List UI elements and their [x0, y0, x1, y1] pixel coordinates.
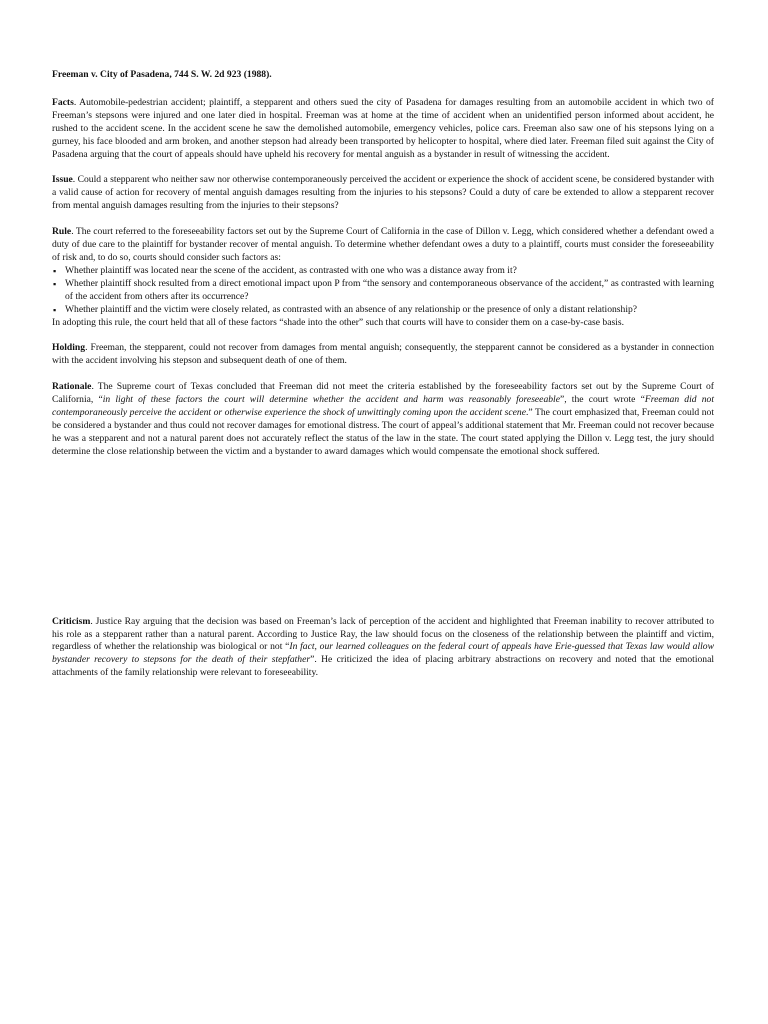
rationale-quote: Freeman did not contemporaneously perceive the accident or otherwise experience the shock of unwittingly coming upon the accident scene	[52, 394, 715, 419]
rationale-section	[52, 381, 714, 458]
rule-label: Rule	[52, 226, 72, 238]
rationale-text: ”, the court wrote “	[559, 394, 645, 406]
criticism-label: Criticism	[52, 615, 91, 627]
rule-factor-item: ▪ Whether plaintiff shock resulted from a direct emotional impact upon P from “the sensory and contemporaneous observance of the accident,” as contrasted with learning of the accident from others after its occurrence?	[65, 278, 714, 304]
issue-label: Issue	[52, 174, 73, 186]
criticism-quote: In fact, our learned colleagues on the federal court of appeals have Erie-guessed that Texas law would allow bystander recovery to stepsons for the death of their stepfather	[52, 641, 714, 666]
rule-intro	[52, 226, 714, 265]
criticism-section	[52, 616, 714, 681]
facts-text: . Automobile-pedestrian accident; plaintiff, a stepparent and others sued the city of Pasadena for damages resulting from an automobile accident in which two of Freeman’s stepsons were injured and one later died in hospital. Freeman was at home at the time of accident when an unidentified person informed about accident, he rushed to the accident scene. In the accident scene he saw the demolished automobile, emergency vehicles, police cars. Freeman also saw one of his stepsons lying on a gurney, his face blooded and arm broken, and another stepson had already been transported by helicopter to hospital, where died later. Freeman filed suit against the City of Pasadena arguing that the court of appeals should have upheld his recovery for mental anguish as a bystander in result of witnessing the accident.	[52, 96, 714, 160]
rationale-text: .” The court emphasized that, Freeman could not be considered a bystander and thus could not recover damages for emotional distress. The court of appeal’s additional statement that Mr. Freeman could not recover because he was a stepparent and not a natural parent does not accurately reflect the status of the law in the state. The court stated applying the Dillon v. Legg test, the jury should determine the close relationship between the victim and a bystander to award damages which would compensate the emotional shock suffered.	[52, 407, 714, 457]
holding-text: . Freeman, the stepparent, could not recover from damages from mental anguish; consequently, the stepparent cannot be considered as a bystander in connection with the accident involving his stepson and subsequent death of one of them.	[52, 342, 714, 367]
rationale-quote: in light of these factors the court will determine whether the accident and harm was reasonably foreseeable	[102, 394, 560, 406]
facts-label: Facts	[52, 96, 74, 108]
blank-space	[52, 472, 714, 616]
issue-text: . Could a stepparent who neither saw nor otherwise contemporaneously perceived the accident or experience the shock of accident scene, be considered bystander with a valid cause of action for recovery of mental anguish damages resulting from the injuries to his stepsons? Could a duty of care be extended to allow a stepparent recover from mental anguish damages resulting from the injuries to their stepsons?	[52, 174, 715, 212]
rule-text: . The court referred to the foreseeability factors set out by the Supreme Court of California in the case of Dillon v. Legg, which considered whether a defendant owed a duty of due care to the plaintiff for bystander recover of mental anguish. To determine whether defendant owes a duty to a plaintiff, courts must consider the foreseeability of risk and, to do so, courts should consider such factors as:	[52, 226, 714, 263]
rationale-label: Rationale	[52, 381, 92, 393]
rule-factor-item: ▪ Whether plaintiff and the victim were closely related, as contrasted with an absence of any relationship or the presence of only a distant relationship?	[65, 304, 714, 317]
issue-section	[52, 174, 714, 213]
criticism-text: ”. He criticized the idea of placing arbitrary abstractions on recovery and noted that the emotional attachments of the family relationship were relevant to foreseeability.	[52, 654, 715, 679]
rule-factor-list	[52, 265, 714, 317]
holding-section	[52, 342, 714, 368]
page-title: Freeman v. City of Pasadena, 744 S. W. 2d 923 (1988).	[52, 69, 272, 80]
rationale-text: . The Supreme court of Texas concluded that Freeman did not meet the criteria established by the foreseeability factors set out by the Supreme Court of California, “	[52, 381, 714, 406]
rule-closing: In adopting this rule, the court held that all of these factors “shade into the other” such that courts will have to consider them on a case-by-case basis.	[52, 316, 624, 328]
holding-label: Holding	[52, 342, 86, 354]
rule-factor-item: ▪ Whether plaintiff was located near the scene of the accident, as contrasted with one who was a distance away from it?	[65, 265, 714, 278]
criticism-text: . Justice Ray arguing that the decision was based on Freeman’s lack of perception of the accident and highlighted that Freeman inability to recover attributed to his role as a stepparent rather than a natural parent. According to Justice Ray, the law should focus on the closeness of the relationship between the plaintiff and victim, regardless of whether the relationship was biological or not “	[52, 615, 714, 653]
facts-section	[52, 97, 714, 162]
rule-section	[52, 226, 714, 329]
document-page	[52, 69, 714, 693]
